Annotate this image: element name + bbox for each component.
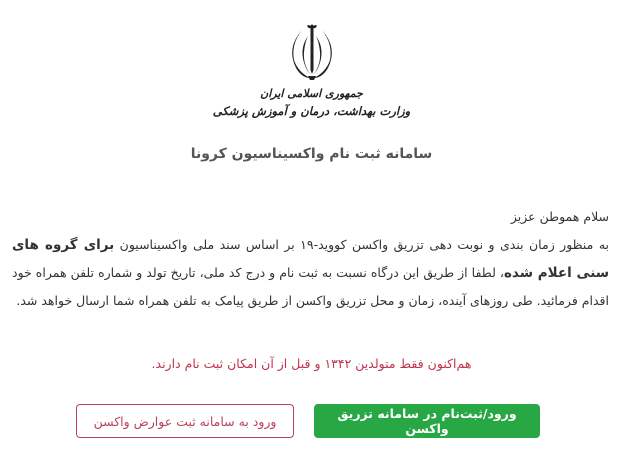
intro-paragraph-part2: ، لطفا از طریق این درگاه نسبت به ثبت نام و درج کد ملی، تاریخ تولد و شماره تلفن همراه خود اقدام فرمائید. طی روزهای آینده، زمان و محل تزریق واکسن از طریق پیامک به تلفن همراه شما ارسال خواهد شد. <box>12 265 609 308</box>
emblem-caption-ministry: وزارت بهداشت، درمان و آموزش پزشکی <box>212 104 411 118</box>
intro-content <box>12 203 609 315</box>
emblem-caption-country: جمهوری اسلامی ایران <box>260 87 363 100</box>
side-effects-registration-button[interactable]: ورود به سامانه ثبت عوارض واکسن <box>76 404 294 438</box>
intro-paragraph-bold: برای گروه های سنی اعلام شده <box>12 237 609 281</box>
vaccine-registration-login-button[interactable]: ورود/ثبت‌نام در سامانه تزریق واکسن <box>314 404 540 438</box>
greeting: سلام هموطن عزیز <box>510 209 609 224</box>
eligibility-notice: هم‌اکنون فقط متولدین ۱۳۴۲ و قبل از آن امکان ثبت نام دارند. <box>151 356 472 371</box>
iran-emblem-icon <box>284 22 340 84</box>
intro-paragraph-part1: به منظور زمان بندی و نوبت دهی تزریق واکسن کووید-۱۹ بر اساس سند ملی واکسیناسیون <box>114 237 610 252</box>
logo-block <box>0 22 623 120</box>
intro-paragraph <box>12 231 609 315</box>
page-title: سامانه ثبت نام واکسیناسیون کرونا <box>190 146 433 162</box>
